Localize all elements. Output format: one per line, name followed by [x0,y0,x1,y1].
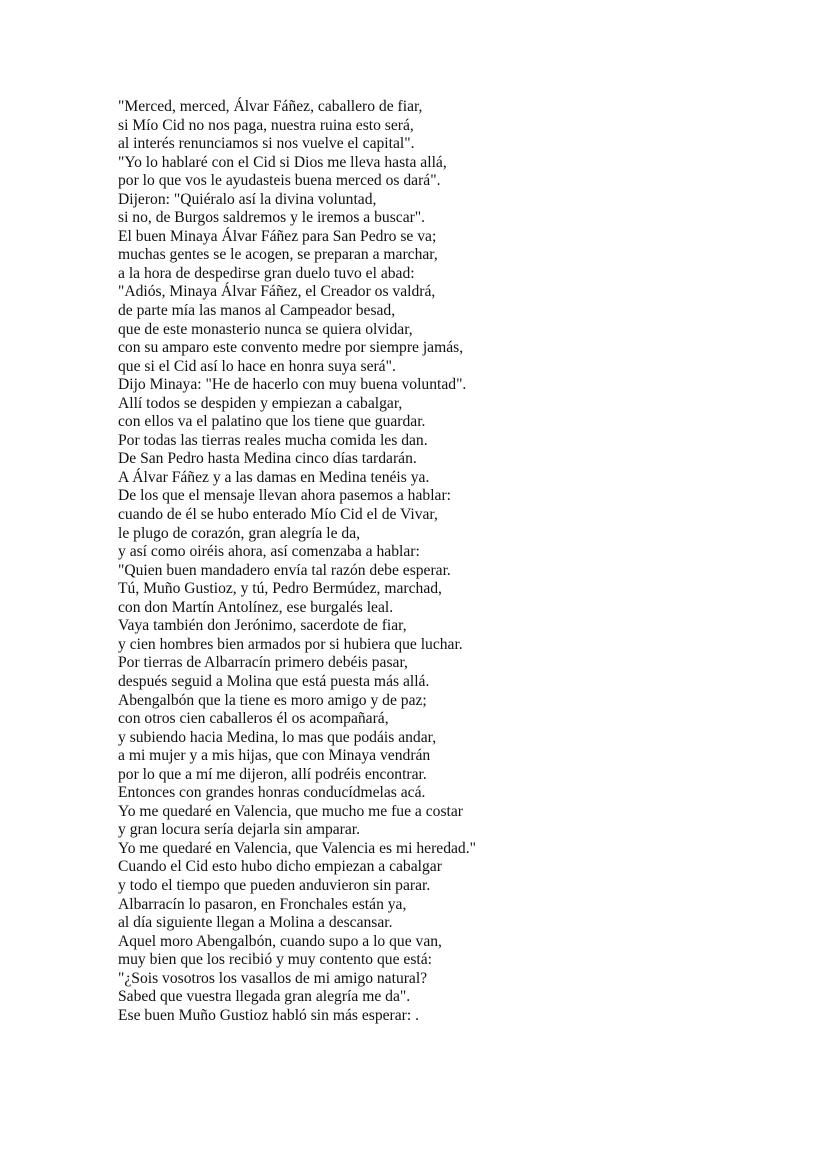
verse-line: Yo me quedaré en Valencia, que Valencia es mi heredad." [118,839,476,857]
verse-line: "Quien buen mandadero envía tal razón debe esperar. [118,561,451,579]
verse-line: De San Pedro hasta Medina cinco días tardarán. [118,450,417,468]
verse-line: Yo me quedaré en Valencia, que mucho me fue a costar [118,802,463,820]
verse-line: después seguid a Molina que está puesta más allá. [118,672,430,690]
verse-line: Dijo Minaya: "He de hacerlo con muy buena voluntad". [118,376,467,394]
verse-line: "Yo lo hablaré con el Cid si Dios me lleva hasta allá, [118,153,447,171]
verse-line: "Adiós, Minaya Álvar Fáñez, el Creador os valdrá, [118,283,436,301]
verse-line: Sabed que vuestra llegada gran alegría me da". [118,988,411,1006]
verse-line: con don Martín Antolínez, ese burgalés leal. [118,598,394,616]
verse-line: De los que el mensaje llevan ahora pasemos a hablar: [118,487,451,505]
verse-line: Tú, Muño Gustioz, y tú, Pedro Bermúdez, marchad, [118,580,442,598]
verse-line: y cien hombres bien armados por si hubiera que luchar. [118,635,463,653]
verse-line: Abengalbón que la tiene es moro amigo y de paz; [118,691,427,709]
verse-line: "Merced, merced, Álvar Fáñez, caballero de fiar, [118,98,423,115]
verse-line: Albarracín lo pasaron, en Fronchales están ya, [118,895,407,913]
verse-line: Entonces con grandes honras conducídmelas acá. [118,784,426,802]
verse-line: muchas gentes se le acogen, se preparan a marchar, [118,246,438,264]
verse-line: por lo que vos le ayudasteis buena merced os dará". [118,172,441,190]
verse-line: le plugo de corazón, gran alegría le da, [118,524,361,542]
verse-line: El buen Minaya Álvar Fáñez para San Pedro se va; [118,227,437,245]
verse-line: Allí todos se despiden y empiezan a cabalgar, [118,394,403,412]
verse-line: a la hora de despedirse gran duelo tuvo el abad: [118,264,415,282]
verse-line: por lo que a mí me dijeron, allí podréis encontrar. [118,765,427,783]
verse-line: Aquel moro Abengalbón, cuando supo a lo que van, [118,932,442,950]
verse-line: y todo el tiempo que pueden anduvieron sin parar. [118,876,431,894]
verse-line: que de este monasterio nunca se quiera olvidar, [118,320,413,338]
verse-line: de parte mía las manos al Campeador besad, [118,302,396,320]
verse-line: Por tierras de Albarracín primero debéis pasar, [118,654,408,672]
verse-line: Cuando el Cid esto hubo dicho empiezan a cabalgar [118,858,442,876]
verse-line: y subiendo hacia Medina, lo mas que podáis andar, [118,728,437,746]
verse-line: cuando de él se hubo enterado Mío Cid el de Vivar, [118,506,438,524]
verse-line: al interés renunciamos si nos vuelve el capital". [118,135,415,153]
verse-line: Ese buen Muño Gustioz habló sin más esperar: . [118,1006,419,1024]
verse-line: con su amparo este convento medre por siempre jamás, [118,339,464,357]
verse-line: si Mío Cid no nos paga, nuestra ruina esto será, [118,116,414,134]
verse-line: a mi mujer y a mis hijas, que con Minaya vendrán [118,747,431,765]
verse-line: muy bien que los recibió y muy contento que está: [118,951,432,969]
verse-line: si no, de Burgos saldremos y le iremos a buscar". [118,209,426,227]
verse-line: Vaya también don Jerónimo, sacerdote de fiar, [118,617,407,635]
poem-text [118,98,476,1025]
verse-line: y gran locura sería dejarla sin amparar. [118,821,361,839]
verse-line: A Álvar Fáñez y a las damas en Medina tenéis ya. [118,468,430,486]
verse-line: y así como oiréis ahora, así comenzaba a hablar: [118,543,420,561]
verse-line: "¿Sois vosotros los vasallos de mi amigo natural? [118,969,428,987]
verse-line: Dijeron: "Quiéralo así la divina voluntad, [118,190,377,208]
verse-line: que si el Cid así lo hace en honra suya será". [118,357,396,375]
verse-line: con otros cien caballeros él os acompañará, [118,710,389,728]
verse-line: al día siguiente llegan a Molina a descansar. [118,914,393,932]
verse-line: con ellos va el palatino que los tiene que guardar. [118,413,426,431]
verse-line: Por todas las tierras reales mucha comida les dan. [118,431,428,449]
